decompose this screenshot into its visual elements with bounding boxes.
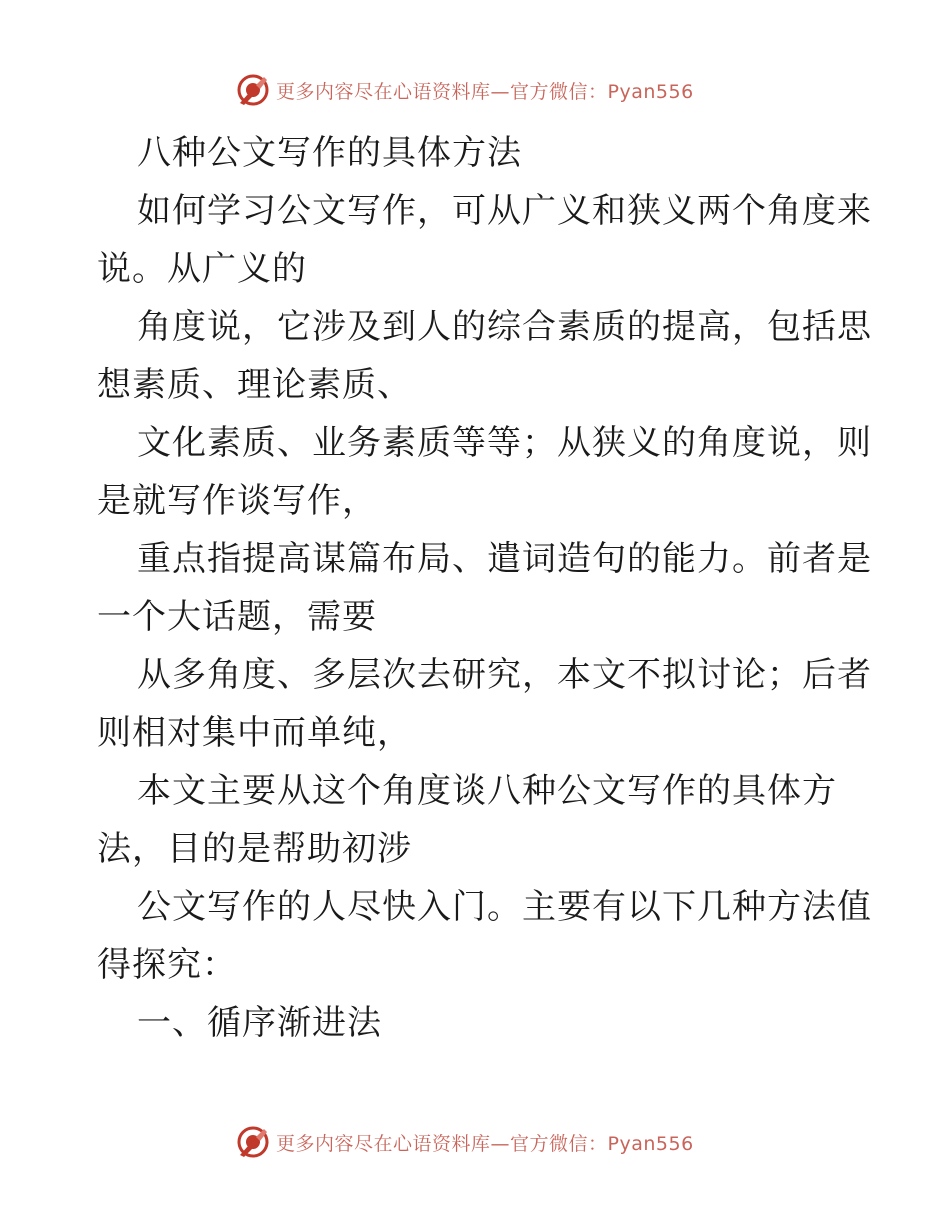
watermark-text: 更多内容尽在心语资料库—官方微信：Pyan556 <box>276 80 694 103</box>
paragraph-line: 本文主要从这个角度谈八种公文写作的具体方 <box>137 771 837 811</box>
paragraph-line: 法，目的是帮助初涉 <box>97 829 412 869</box>
section-heading: 一、循序渐进法 <box>137 1003 382 1043</box>
paragraph-line: 角度说，它涉及到人的综合素质的提高，包括思 <box>137 307 872 347</box>
pen-logo-icon <box>236 1125 270 1159</box>
header-watermark <box>236 72 756 108</box>
paragraph-line: 一个大话题，需要 <box>97 597 377 637</box>
footer-watermark <box>236 1124 756 1160</box>
document-title: 八种公文写作的具体方法 <box>137 133 522 173</box>
paragraph-line: 重点指提高谋篇布局、遣词造句的能力。前者是 <box>137 539 872 579</box>
watermark-text: 更多内容尽在心语资料库—官方微信：Pyan556 <box>276 1132 694 1155</box>
paragraph-line: 如何学习公文写作，可从广义和狭义两个角度来 <box>137 191 872 231</box>
pen-logo-icon <box>236 73 270 107</box>
paragraph-line: 得探究： <box>97 945 237 985</box>
paragraph-line: 是就写作谈写作， <box>97 481 377 521</box>
paragraph-line: 说。从广义的 <box>97 249 307 289</box>
paragraph-line: 从多角度、多层次去研究，本文不拟讨论；后者 <box>137 655 872 695</box>
paragraph-line: 则相对集中而单纯， <box>97 713 412 753</box>
paragraph-line: 公文写作的人尽快入门。主要有以下几种方法值 <box>137 887 872 927</box>
paragraph-line: 文化素质、业务素质等等；从狭义的角度说，则 <box>137 423 872 463</box>
paragraph-line: 想素质、理论素质、 <box>97 365 412 405</box>
document-body <box>97 124 872 1052</box>
